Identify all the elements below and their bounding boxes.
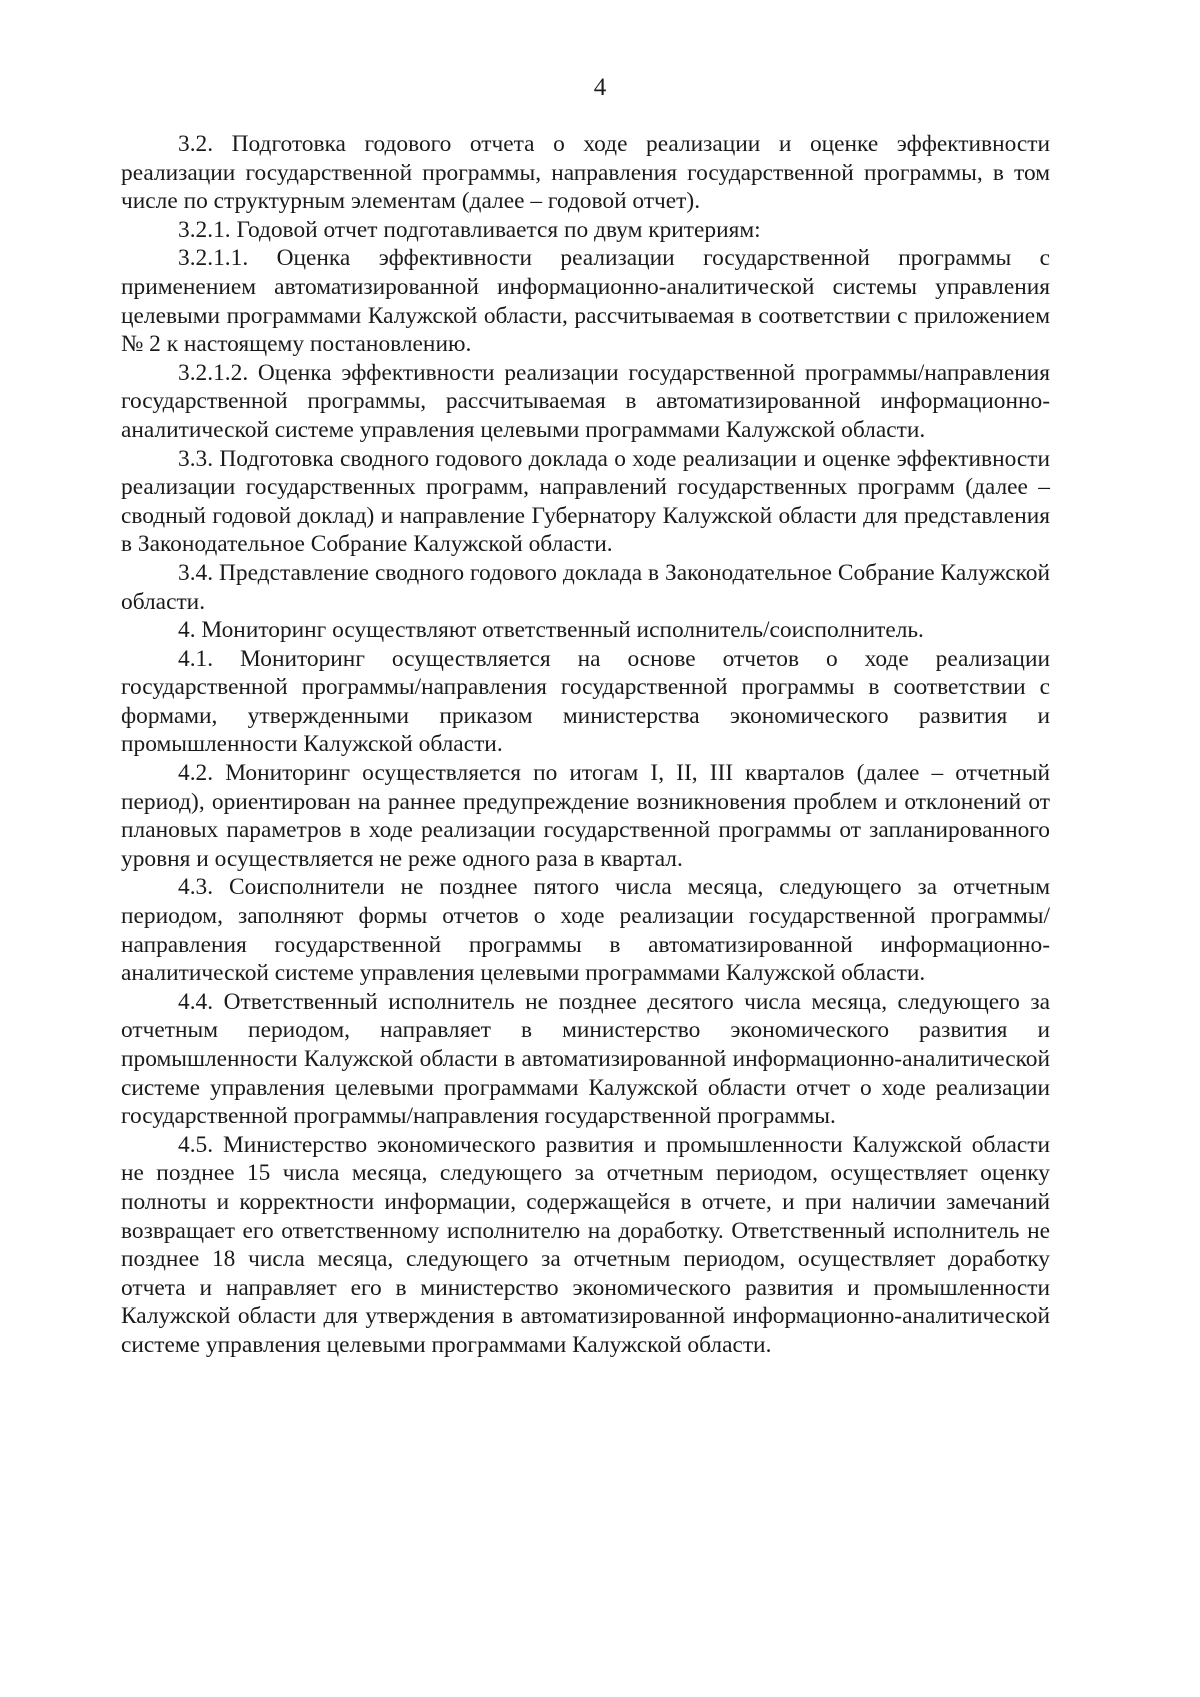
paragraph-3-3: 3.3. Подготовка сводного годового доклада о ходе реализации и оценке эффективности реализации государственных программ, направлений государственных программ (далее – сводный годовой доклад) и направление Губернатору Калужской области для представления в Законодательное Собрание Калужской области. <box>121 445 1050 558</box>
paragraph-3-2: 3.2. Подготовка годового отчета о ходе реализации и оценке эффективности реализации государственной программы, направления государственной программы, в том числе по структурным элементам (далее – годовой отчет). <box>121 131 1050 215</box>
paragraph-4: 4. Мониторинг осуществляют ответственный исполнитель/соисполнитель. <box>178 617 924 644</box>
paragraph-4-4: 4.4. Ответственный исполнитель не позднее десятого числа месяца, следующего за отчетным периодом, направляет в министерство экономического развития и промышленности Калужской области в автоматизированной информационно-аналитической системе управления целевыми программами Калужской области отчет о ходе реализации государственной программы/направления государственной программы. <box>121 988 1050 1130</box>
paragraph-3-2-1-1: 3.2.1.1. Оценка эффективности реализации государственной программы с применением автоматизированной информационно-аналитической системы управления целевыми программами Калужской области, рассчитываемая в соответствии с приложением № 2 к настоящему постановлению. <box>121 245 1050 358</box>
paragraph-4-5: 4.5. Министерство экономического развития и промышленности Калужской области не позднее 15 числа месяца, следующего за отчетным периодом, осуществляет оценку полноты и корректности информации, содержащейся в отчете, и при наличии замечаний возвращает его ответственному исполнителю на доработку. Ответственный исполнитель не позднее 18 числа месяца, следующего за отчетным периодом, осуществляет доработку отчета и направляет его в министерство экономического развития и промышленности Калужской области для утверждения в автоматизированной информационно-аналитической системе управления целевыми программами Калужской области. <box>121 1131 1050 1358</box>
paragraph-3-4: 3.4. Представление сводного годового доклада в Законодательное Собрание Калужской области. <box>121 559 1050 615</box>
paragraph-4-2: 4.2. Мониторинг осуществляется по итогам I, II, III кварталов (далее – отчетный период), ориентирован на раннее предупреждение возникновения проблем и отклонений от плановых параметров в ходе реализации государственной программы от запланированного уровня и осуществляется не реже одного раза в квартал. <box>121 760 1050 872</box>
paragraph-4-3: 4.3. Соисполнители не позднее пятого числа месяца, следующего за отчетным периодом, заполняют формы отчетов о ходе реализации государственной программы/направления государственной программы в автоматизированной информационно-аналитической системе управления целевыми программами Калужской области. <box>121 874 1050 987</box>
paragraph-4-1: 4.1. Мониторинг осуществляется на основе отчетов о ходе реализации государственной программы/направления государственной программы в соответствии с формами, утвержденными приказом министерства экономического развития и промышленности Калужской области. <box>121 645 1050 758</box>
page-number: 4 <box>593 74 607 101</box>
paragraph-3-2-1-2: 3.2.1.2. Оценка эффективности реализации государственной программы/направления государственной программы, рассчитываемая в автоматизированной информационно-аналитической системе управления целевыми программами Калужской области. <box>121 359 1050 443</box>
document-body <box>121 130 1050 1360</box>
paragraph-3-2-1: 3.2.1. Годовой отчет подготавливается по двум критериям: <box>178 216 761 243</box>
